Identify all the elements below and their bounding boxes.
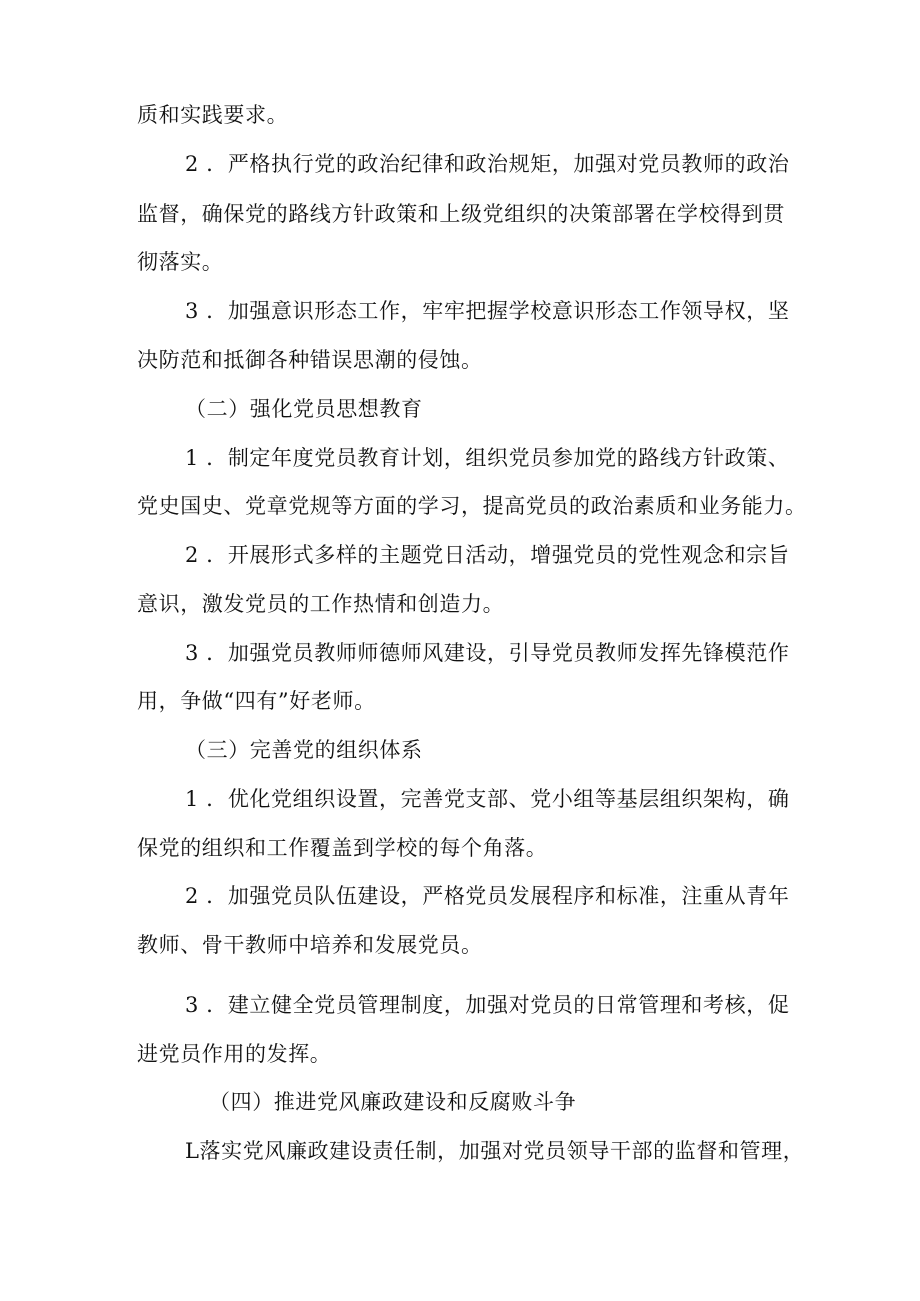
paragraph-line: L落实党风廉政建设责任制，加强对党员领导干部的监督和管理， xyxy=(185,1139,805,1163)
paragraph-line: 决防范和抵御各种错误思潮的侵蚀。 xyxy=(137,348,483,372)
paragraph-line: 党史国史、党章党规等方面的学习，提高党员的政治素质和业务能力。 xyxy=(137,494,807,518)
section-heading: （四）推进党风廉政建设和反腐败斗争 xyxy=(209,1090,577,1114)
section-heading: （三）完善党的组织体系 xyxy=(185,738,423,762)
section-heading: （二）强化党员思想教育 xyxy=(185,397,423,421)
paragraph-line: 教师、骨干教师中培养和发展党员。 xyxy=(137,933,483,957)
paragraph-line: 进党员作用的发挥。 xyxy=(137,1042,332,1066)
paragraph-line: 2 ．开展形式多样的主题党日活动，增强党员的党性观念和宗旨 xyxy=(185,543,790,567)
paragraph-line: 监督，确保党的路线方针政策和上级党组织的决策部署在学校得到贯 xyxy=(137,202,785,226)
paragraph-line: 2 ．严格执行党的政治纪律和政治规矩，加强对党员教师的政治 xyxy=(185,152,790,176)
paragraph-line: 意识，激发党员的工作热情和创造力。 xyxy=(137,592,505,616)
paragraph-line: 彻落实。 xyxy=(137,250,224,274)
paragraph-line: 3 ．加强党员教师师德师风建设，引导党员教师发挥先锋模范作 xyxy=(185,641,790,665)
paragraph-line: 质和实践要求。 xyxy=(137,103,289,127)
paragraph-line: 1 ．制定年度党员教育计划，组织党员参加党的路线方针政策、 xyxy=(185,446,790,470)
paragraph-line: 保党的组织和工作覆盖到学校的每个角落。 xyxy=(137,836,548,860)
paragraph-line: 用，争做“四有”好老师。 xyxy=(137,689,376,713)
paragraph-line: 3 ．建立健全党员管理制度，加强对党员的日常管理和考核，促 xyxy=(185,993,790,1017)
paragraph-line: 3 ．加强意识形态工作，牢牢把握学校意识形态工作领导权，坚 xyxy=(185,299,790,323)
paragraph-line: 2 ．加强党员队伍建设，严格党员发展程序和标准，注重从青年 xyxy=(185,884,790,908)
paragraph-line: 1 ．优化党组织设置，完善党支部、党小组等基层组织架构，确 xyxy=(185,787,790,811)
